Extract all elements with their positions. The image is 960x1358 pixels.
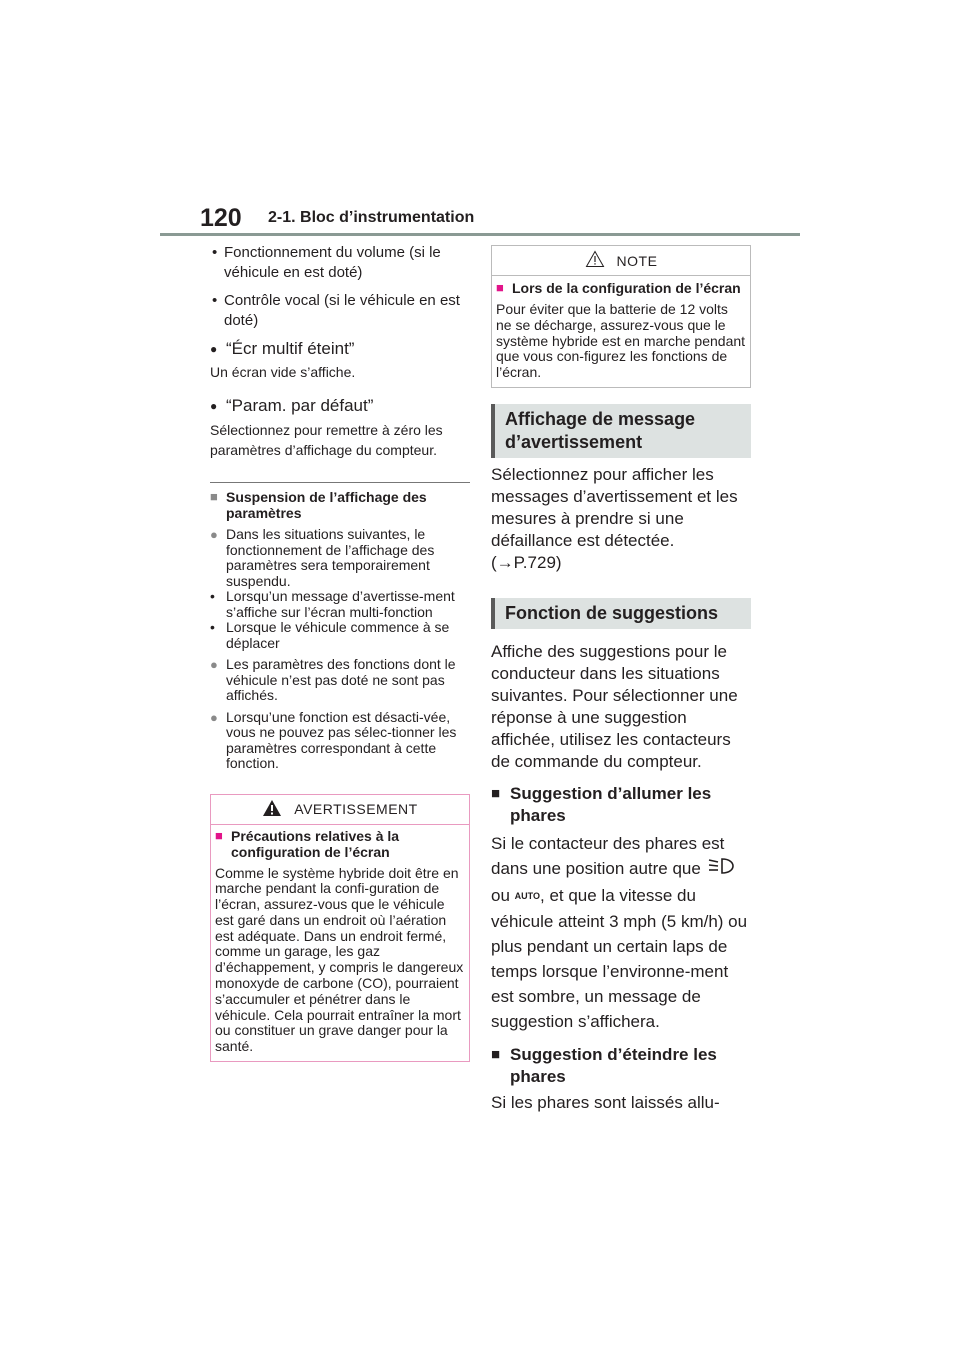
headlight-icon — [706, 856, 736, 883]
list-item: • Contrôle vocal (si le véhicule en est doté) — [212, 292, 460, 329]
section-title: 2-1. Bloc d’instrumentation — [268, 209, 475, 226]
circle-bullet-icon: ● — [210, 527, 218, 542]
subsection-text: Si les phares sont laissés allu- — [491, 1093, 720, 1113]
option-description: Un écran vide s’affiche. — [210, 364, 356, 380]
filled-circle-icon: ● — [210, 342, 218, 356]
section-text: Sélectionnez pour afficher les messages d’avertissement et les mesures à prendre si une défaillance est détectée. — [491, 464, 738, 550]
bullet-icon: • — [212, 292, 218, 309]
section-heading: Fonction de suggestions — [491, 598, 751, 629]
option-heading: ● “Écr multif éteint” — [210, 339, 355, 358]
option-description: Sélectionnez pour remettre à zéro les paramètres d’affichage du compteur. — [210, 422, 443, 458]
warning-triangle-icon — [262, 799, 282, 820]
info-item: ● Les paramètres des fonctions dont le véhicule n’est pas doté ne sont pas affichés. — [210, 656, 456, 703]
list-item: • Lorsque le véhicule commence à se déplacer — [210, 619, 450, 651]
caution-triangle-icon — [585, 250, 605, 271]
page-header — [160, 200, 800, 236]
note-text: Pour éviter que la batterie de 12 volts ne se décharge, assurez-vous que le système hybride est en marche pendant que vous con-figurez les fonctions de l’écran. — [496, 301, 746, 381]
square-bullet-icon: ■ — [491, 784, 501, 802]
divider — [210, 482, 470, 483]
note-title: ■ Lors de la configuration de l’écran — [496, 280, 741, 296]
subsection-heading: ■ Suspension de l’affichage des paramètres — [210, 489, 427, 521]
bullet-icon: • — [210, 619, 215, 635]
header-rule — [160, 233, 800, 236]
square-bullet-icon: ■ — [210, 489, 218, 504]
option-heading: ● “Param. par défaut” — [210, 396, 374, 415]
subsection-heading: ■ Suggestion d’allumer les phares — [491, 783, 712, 825]
section-text: Affiche des suggestions pour le conducteur dans les situations suivantes. Pour sélectionner une réponse à une suggestion affichée, utilisez les contacteurs de commande du compteur. — [491, 641, 738, 771]
right-column — [491, 245, 751, 1114]
list-item: • Lorsqu’un message d’avertisse-ment s’affiche sur l’écran multi-fonction — [210, 588, 455, 620]
list-item: • Fonctionnement du volume (si le véhicule en est doté) — [212, 244, 441, 281]
warning-title: ■ Précautions relatives à la configuration de l’écran — [215, 827, 400, 860]
warning-text: Comme le système hybride doit être en marche pendant la confi-guration de l’écran, assurez-vous que le véhicule est garé dans un endroit où l’aération est adéquate. Dans un endroit fermé, comme un garage, les gaz d’échappement, y compris le dangereux monoxyde de carbone (CO), pourraient s’accumuler et pénétrer dans le véhicule. Cela pourrait entraîner la mort ou constituer un grave danger pour la santé. — [215, 864, 464, 1055]
circle-bullet-icon: ● — [210, 657, 218, 672]
filled-circle-icon: ● — [210, 399, 218, 413]
warning-box — [210, 794, 470, 1063]
square-bullet-icon: ■ — [215, 827, 223, 843]
page-number: 120 — [200, 204, 242, 232]
square-bullet-icon: ■ — [491, 1046, 501, 1064]
page-reference: (→P.729) — [491, 552, 562, 572]
section-heading: Affichage de message d’avertissement — [491, 404, 751, 458]
subsection-text: Si le contacteur des phares est dans une position autre que ou AUTO, et que la vitesse du véhicule atteint 3 mph (5 km/h) ou plus pendant un certain laps de temps lorsque l’environne-ment est sombre, un message de suggestion s’affichera. — [491, 833, 748, 1032]
note-box — [491, 245, 751, 388]
note-header: NOTE — [492, 246, 750, 276]
warning-header: AVERTISSEMENT — [211, 795, 469, 825]
square-bullet-icon: ■ — [496, 280, 504, 295]
auto-icon: AUTO — [514, 891, 540, 902]
info-item: ● Lorsqu’une fonction est désacti-vée, vous ne pouvez pas sélec-tionner les paramètres correspondant à cette fonction. — [210, 708, 457, 771]
circle-bullet-icon: ● — [210, 709, 218, 725]
left-column — [210, 243, 470, 1062]
bullet-icon: • — [210, 588, 215, 604]
subsection-heading: ■ Suggestion d’éteindre les phares — [491, 1045, 717, 1087]
bullet-icon: • — [212, 244, 218, 261]
info-item: ● Dans les situations suivantes, le fonctionnement de l’affichage des paramètres sera temporairement suspendu. — [210, 526, 435, 589]
